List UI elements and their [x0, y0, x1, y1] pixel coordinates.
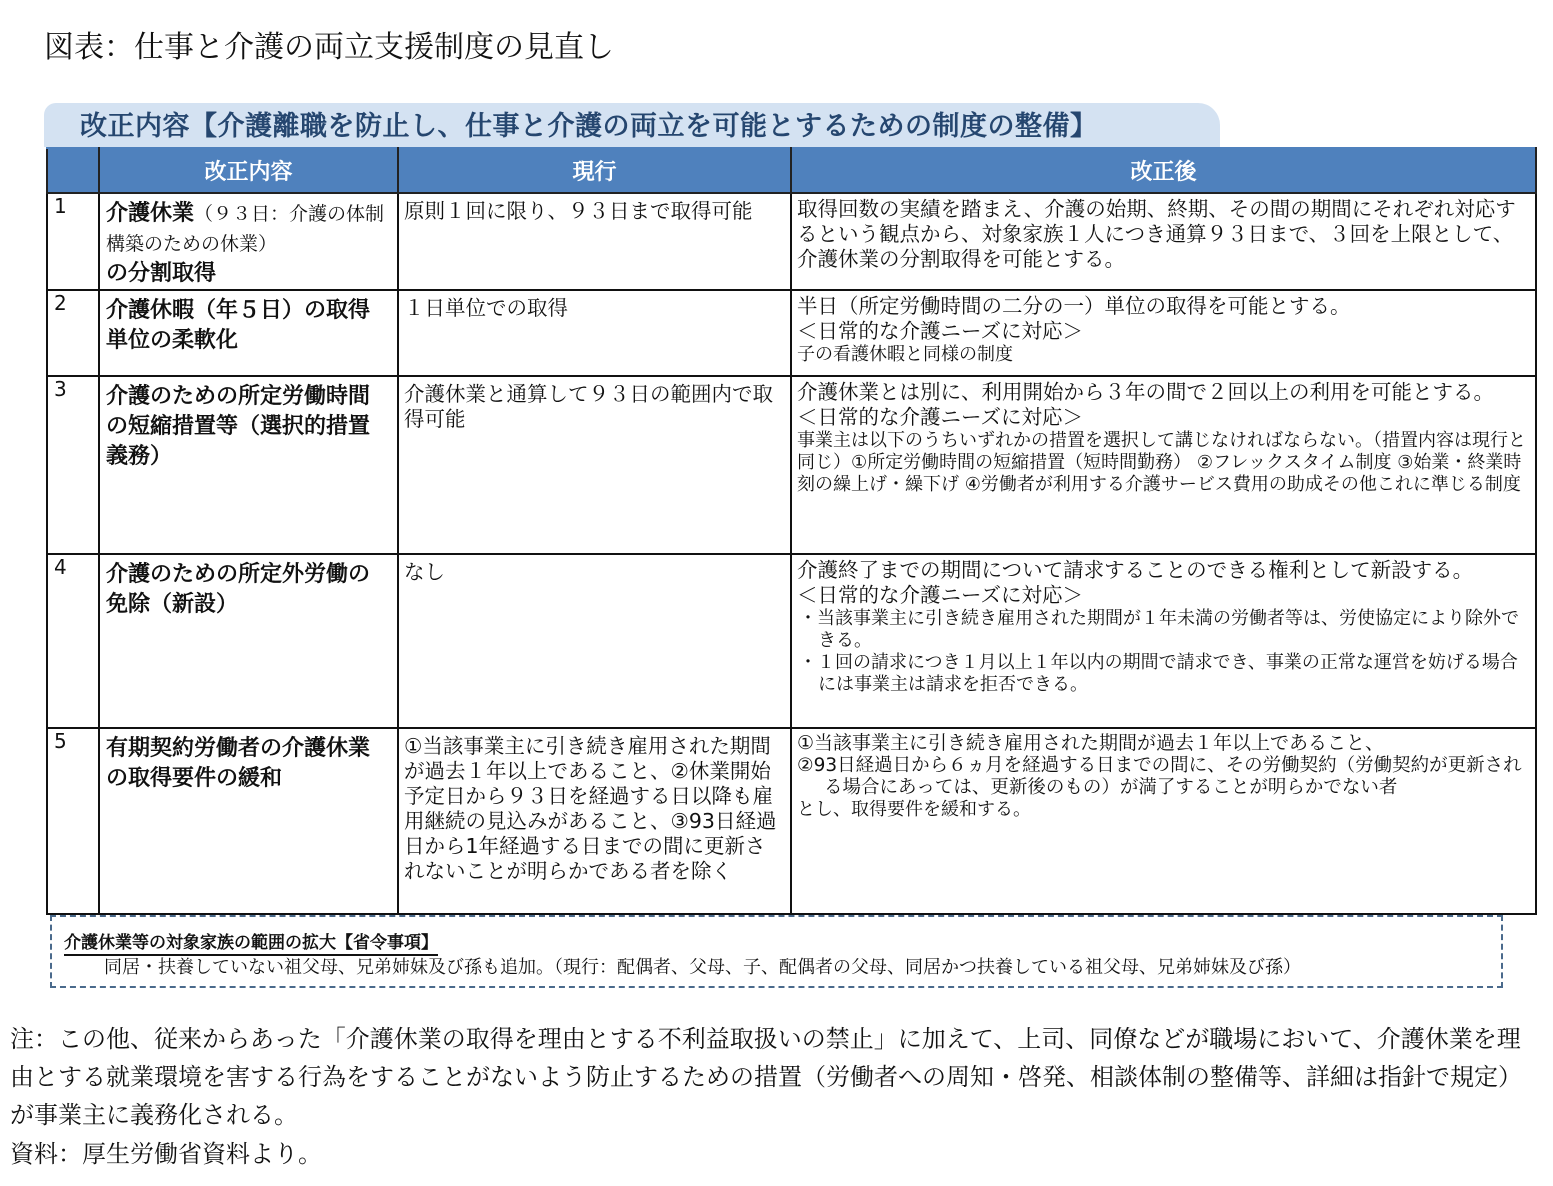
item-sub: （９３日：介護の体制構築のための休業）: [106, 203, 385, 255]
row-item: 介護のための所定労働時間の短縮措置等（選択的措置義務）: [99, 376, 398, 554]
family-scope-text: 同居・扶養していない祖父母、兄弟姉妹及び孫も追加。（現行：配偶者、父母、子、配偶者の父母、同居かつ扶養している祖父母、兄弟姉妹及び孫）: [104, 957, 1301, 978]
source-note: 資料：厚生労働省資料より。: [10, 1140, 322, 1168]
header-after: 改正後: [791, 148, 1536, 193]
row-after: [791, 193, 1536, 290]
table-header-row: [47, 148, 1536, 193]
row-number: 4: [47, 554, 99, 728]
row-after: [791, 554, 1536, 728]
after-line: ②93日経過日から６ヵ月を経過する日までの間に、その労働契約（労働契約が更新される場合にあっては、更新後のもの）が満了することが明らかでない者: [797, 755, 1522, 798]
after-line: ＜日常的な介護ニーズに対応＞: [797, 319, 1083, 343]
table-row: [47, 193, 1536, 290]
after-line: 介護終了までの期間について請求することのできる権利として新設する。: [797, 558, 1474, 582]
row-number: 3: [47, 376, 99, 554]
header-current: 現行: [398, 148, 791, 193]
after-line: ＜日常的な介護ニーズに対応＞: [797, 583, 1083, 607]
after-line: ＜日常的な介護ニーズに対応＞: [797, 405, 1083, 429]
footnote: 注：この他、従来からあった「介護休業の取得を理由とする不利益取扱いの禁止」に加えて、上司、同僚などが職場において、介護休業を理由とする就業環境を害する行為をすることがないよう防止するための措置（労働者への周知・啓発、相談体制の整備等、詳細は指針で規定）が事業主に義務化される。: [10, 1025, 1522, 1129]
row-number: 2: [47, 290, 99, 376]
revision-table: [46, 147, 1537, 915]
figure-title: 図表：仕事と介護の両立支援制度の見直し: [44, 30, 614, 65]
after-line: とし、取得要件を緩和する。: [797, 799, 1031, 820]
after-bullet: ・１回の請求につき１月以上１年以内の期間で請求でき、事業の正常な運営を妨げる場合には事業主は請求を拒否できる。: [799, 652, 1518, 695]
after-line: ①当該事業主に引き続き雇用された期間が過去１年以上であること、: [797, 732, 1385, 754]
row-item: [99, 193, 398, 290]
table-row: [47, 376, 1536, 554]
banner-title: 改正内容【介護離職を防止し、仕事と介護の両立を可能とするための制度の整備】: [80, 111, 1098, 142]
row-after: [791, 376, 1536, 554]
after-line: 事業主は以下のうちいずれかの措置を選択して講じなければならない。（措置内容は現行と同じ）①所定労働時間の短縮措置（短時間勤務） ②フレックスタイム制度 ③始業・終業時刻の繰上げ・繰下げ ④労働者が利用する介護サービス費用の助成その他これに準じる制度: [797, 430, 1526, 495]
row-current: １日単位での取得: [398, 290, 791, 376]
header-item: 改正内容: [99, 148, 398, 193]
after-line: 取得回数の実績を踏まえ、介護の始期、終期、その間の期間にそれぞれ対応するという観点から、対象家族１人につき通算９３日まで、３回を上限として、介護休業の分割取得を可能とする。: [797, 197, 1516, 271]
after-line: 半日（所定労働時間の二分の一）単位の取得を可能とする。: [797, 294, 1351, 318]
row-number: 5: [47, 728, 99, 914]
table-row: [47, 290, 1536, 376]
header-number: [47, 148, 99, 193]
row-current: 介護休業と通算して９３日の範囲内で取得可能: [398, 376, 791, 554]
item-main: 介護休業: [106, 201, 195, 226]
after-bullet: ・当該事業主に引き続き雇用された期間が１年未満の労働者等は、労使協定により除外できる。: [799, 608, 1519, 651]
row-after: [791, 728, 1536, 914]
row-current: ①当該事業主に引き続き雇用された期間が過去１年以上であること、②休業開始予定日から９３日を経過する日以降も雇用継続の見込みがあること、③93日経過日から1年経過する日までの間に更新されないことが明らかである者を除く: [398, 728, 791, 914]
row-item: 介護のための所定外労働の免除（新設）: [99, 554, 398, 728]
after-line: 介護休業とは別に、利用開始から３年の間で２回以上の利用を可能とする。: [797, 380, 1494, 404]
row-after: [791, 290, 1536, 376]
item-main-2: の分割取得: [106, 261, 217, 286]
family-scope-title: 介護休業等の対象家族の範囲の拡大【省令事項】: [64, 928, 438, 956]
row-current: 原則１回に限り、９３日まで取得可能: [398, 193, 791, 290]
row-current: なし: [398, 554, 791, 728]
row-number: 1: [47, 193, 99, 290]
row-item: 介護休暇（年５日）の取得単位の柔軟化: [99, 290, 398, 376]
table-row: [47, 554, 1536, 728]
table-row: [47, 728, 1536, 914]
row-item: 有期契約労働者の介護休業の取得要件の緩和: [99, 728, 398, 914]
after-line: 子の看護休暇と同様の制度: [797, 344, 1013, 365]
